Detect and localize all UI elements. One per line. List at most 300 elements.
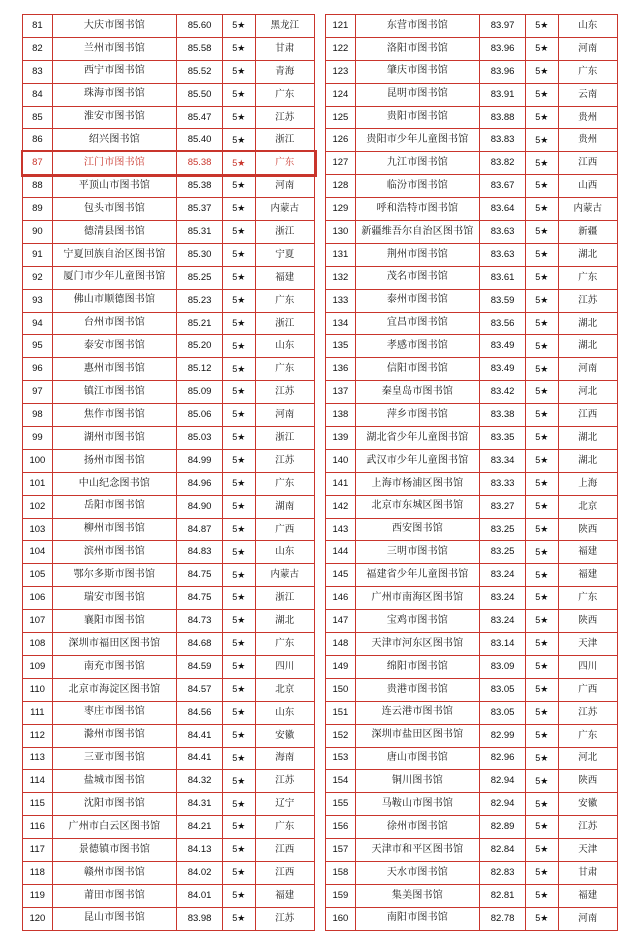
table-row bbox=[23, 541, 315, 564]
score-cell: 84.90 bbox=[177, 495, 223, 518]
star-rating-cell: 5★ bbox=[526, 495, 558, 518]
star-rating-cell: 5★ bbox=[526, 37, 558, 60]
rank-cell: 139 bbox=[326, 427, 356, 450]
table-row bbox=[23, 152, 315, 175]
table-row bbox=[23, 335, 315, 358]
province-cell: 山东 bbox=[558, 15, 618, 38]
rank-cell: 122 bbox=[326, 37, 356, 60]
star-rating-cell: 5★ bbox=[526, 404, 558, 427]
province-cell: 湖北 bbox=[558, 312, 618, 335]
province-cell: 江苏 bbox=[558, 816, 618, 839]
library-name-cell: 中山纪念图书馆 bbox=[52, 472, 176, 495]
province-cell: 广东 bbox=[255, 152, 315, 175]
library-name-cell: 南阳市图书馆 bbox=[355, 907, 479, 930]
star-rating-cell: 5★ bbox=[223, 15, 255, 38]
table-row bbox=[326, 404, 618, 427]
star-rating-cell: 5★ bbox=[526, 175, 558, 198]
province-cell: 广东 bbox=[558, 724, 618, 747]
table-row bbox=[326, 243, 618, 266]
table-row bbox=[326, 518, 618, 541]
table-row bbox=[23, 518, 315, 541]
table-row bbox=[23, 884, 315, 907]
rank-cell: 102 bbox=[23, 495, 53, 518]
province-cell: 广东 bbox=[255, 633, 315, 656]
library-name-cell: 徐州市图书馆 bbox=[355, 816, 479, 839]
library-name-cell: 新疆维吾尔自治区图书馆 bbox=[355, 221, 479, 244]
table-row bbox=[23, 655, 315, 678]
library-name-cell: 孝感市图书馆 bbox=[355, 335, 479, 358]
library-name-cell: 湖州市图书馆 bbox=[52, 427, 176, 450]
table-row bbox=[23, 129, 315, 152]
star-rating-cell: 5★ bbox=[223, 404, 255, 427]
rank-cell: 135 bbox=[326, 335, 356, 358]
score-cell: 82.84 bbox=[480, 839, 526, 862]
library-name-cell: 枣庄市图书馆 bbox=[52, 701, 176, 724]
rank-cell: 157 bbox=[326, 839, 356, 862]
library-name-cell: 秦皇岛市图书馆 bbox=[355, 381, 479, 404]
score-cell: 83.63 bbox=[480, 243, 526, 266]
library-name-cell: 连云港市图书馆 bbox=[355, 701, 479, 724]
table-row bbox=[23, 449, 315, 472]
province-cell: 四川 bbox=[558, 655, 618, 678]
library-name-cell: 东营市图书馆 bbox=[355, 15, 479, 38]
rank-cell: 83 bbox=[23, 60, 53, 83]
table-row bbox=[23, 60, 315, 83]
rank-cell: 90 bbox=[23, 221, 53, 244]
star-rating-cell: 5★ bbox=[223, 678, 255, 701]
library-name-cell: 集美图书馆 bbox=[355, 884, 479, 907]
library-name-cell: 天津市和平区图书馆 bbox=[355, 839, 479, 862]
library-name-cell: 厦门市少年儿童图书馆 bbox=[52, 266, 176, 289]
province-cell: 河北 bbox=[558, 747, 618, 770]
table-row bbox=[326, 587, 618, 610]
table-row bbox=[326, 312, 618, 335]
table-row bbox=[326, 175, 618, 198]
rank-cell: 94 bbox=[23, 312, 53, 335]
province-cell: 江苏 bbox=[255, 907, 315, 930]
score-cell: 83.42 bbox=[480, 381, 526, 404]
library-name-cell: 扬州市图书馆 bbox=[52, 449, 176, 472]
score-cell: 83.25 bbox=[480, 541, 526, 564]
library-name-cell: 珠海市图书馆 bbox=[52, 83, 176, 106]
library-name-cell: 大庆市图书馆 bbox=[52, 15, 176, 38]
province-cell: 福建 bbox=[558, 541, 618, 564]
star-rating-cell: 5★ bbox=[223, 816, 255, 839]
star-rating-cell: 5★ bbox=[223, 198, 255, 221]
score-cell: 83.38 bbox=[480, 404, 526, 427]
library-name-cell: 广州市白云区图书馆 bbox=[52, 816, 176, 839]
rank-cell: 113 bbox=[23, 747, 53, 770]
library-name-cell: 茂名市图书馆 bbox=[355, 266, 479, 289]
score-cell: 82.99 bbox=[480, 724, 526, 747]
table-row bbox=[23, 793, 315, 816]
table-row bbox=[23, 289, 315, 312]
table-row bbox=[326, 724, 618, 747]
score-cell: 83.64 bbox=[480, 198, 526, 221]
table-row bbox=[23, 221, 315, 244]
score-cell: 83.35 bbox=[480, 427, 526, 450]
table-row bbox=[326, 381, 618, 404]
score-cell: 85.09 bbox=[177, 381, 223, 404]
rank-cell: 92 bbox=[23, 266, 53, 289]
score-cell: 83.24 bbox=[480, 610, 526, 633]
score-cell: 85.58 bbox=[177, 37, 223, 60]
score-cell: 85.47 bbox=[177, 106, 223, 129]
score-cell: 84.32 bbox=[177, 770, 223, 793]
score-cell: 82.96 bbox=[480, 747, 526, 770]
library-name-cell: 包头市图书馆 bbox=[52, 198, 176, 221]
score-cell: 83.91 bbox=[480, 83, 526, 106]
province-cell: 河南 bbox=[255, 404, 315, 427]
score-cell: 85.20 bbox=[177, 335, 223, 358]
province-cell: 青海 bbox=[255, 60, 315, 83]
star-rating-cell: 5★ bbox=[526, 15, 558, 38]
score-cell: 85.38 bbox=[177, 152, 223, 175]
province-cell: 贵州 bbox=[558, 106, 618, 129]
rank-cell: 137 bbox=[326, 381, 356, 404]
province-cell: 新疆 bbox=[558, 221, 618, 244]
score-cell: 83.24 bbox=[480, 564, 526, 587]
star-rating-cell: 5★ bbox=[526, 83, 558, 106]
star-rating-cell: 5★ bbox=[223, 564, 255, 587]
star-rating-cell: 5★ bbox=[526, 678, 558, 701]
score-cell: 84.96 bbox=[177, 472, 223, 495]
score-cell: 85.60 bbox=[177, 15, 223, 38]
score-cell: 83.09 bbox=[480, 655, 526, 678]
score-cell: 84.56 bbox=[177, 701, 223, 724]
ranking-tables bbox=[22, 14, 618, 924]
table-row bbox=[23, 587, 315, 610]
library-name-cell: 绍兴图书馆 bbox=[52, 129, 176, 152]
rank-cell: 158 bbox=[326, 861, 356, 884]
star-rating-cell: 5★ bbox=[526, 541, 558, 564]
table-row bbox=[23, 472, 315, 495]
table-row bbox=[23, 701, 315, 724]
province-cell: 江苏 bbox=[255, 106, 315, 129]
province-cell: 北京 bbox=[558, 495, 618, 518]
star-rating-cell: 5★ bbox=[526, 472, 558, 495]
star-rating-cell: 5★ bbox=[526, 106, 558, 129]
library-name-cell: 宜昌市图书馆 bbox=[355, 312, 479, 335]
rank-cell: 131 bbox=[326, 243, 356, 266]
table-row bbox=[326, 701, 618, 724]
table-row bbox=[326, 129, 618, 152]
score-cell: 83.27 bbox=[480, 495, 526, 518]
score-cell: 85.30 bbox=[177, 243, 223, 266]
province-cell: 天津 bbox=[558, 839, 618, 862]
star-rating-cell: 5★ bbox=[526, 701, 558, 724]
rank-cell: 160 bbox=[326, 907, 356, 930]
province-cell: 湖北 bbox=[558, 449, 618, 472]
library-name-cell: 台州市图书馆 bbox=[52, 312, 176, 335]
star-rating-cell: 5★ bbox=[223, 907, 255, 930]
score-cell: 85.40 bbox=[177, 129, 223, 152]
library-name-cell: 平顶山市图书馆 bbox=[52, 175, 176, 198]
star-rating-cell: 5★ bbox=[223, 633, 255, 656]
score-cell: 84.73 bbox=[177, 610, 223, 633]
rank-cell: 99 bbox=[23, 427, 53, 450]
table-row bbox=[23, 633, 315, 656]
rank-cell: 142 bbox=[326, 495, 356, 518]
star-rating-cell: 5★ bbox=[526, 266, 558, 289]
library-name-cell: 天水市图书馆 bbox=[355, 861, 479, 884]
table-row bbox=[23, 861, 315, 884]
province-cell: 浙江 bbox=[255, 221, 315, 244]
ranking-table-left bbox=[22, 14, 315, 931]
rank-cell: 147 bbox=[326, 610, 356, 633]
library-name-cell: 宁夏回族自治区图书馆 bbox=[52, 243, 176, 266]
province-cell: 广东 bbox=[255, 472, 315, 495]
score-cell: 83.97 bbox=[480, 15, 526, 38]
province-cell: 广东 bbox=[255, 816, 315, 839]
table-row bbox=[326, 564, 618, 587]
library-name-cell: 临汾市图书馆 bbox=[355, 175, 479, 198]
province-cell: 甘肃 bbox=[558, 861, 618, 884]
table-row bbox=[326, 678, 618, 701]
star-rating-cell: 5★ bbox=[223, 770, 255, 793]
library-name-cell: 淮安市图书馆 bbox=[52, 106, 176, 129]
star-rating-cell: 5★ bbox=[526, 518, 558, 541]
province-cell: 甘肃 bbox=[255, 37, 315, 60]
rank-cell: 112 bbox=[23, 724, 53, 747]
score-cell: 85.23 bbox=[177, 289, 223, 312]
score-cell: 83.05 bbox=[480, 701, 526, 724]
library-name-cell: 南充市图书馆 bbox=[52, 655, 176, 678]
score-cell: 83.59 bbox=[480, 289, 526, 312]
province-cell: 江苏 bbox=[255, 770, 315, 793]
table-row bbox=[23, 37, 315, 60]
rank-cell: 146 bbox=[326, 587, 356, 610]
library-name-cell: 湖北省少年儿童图书馆 bbox=[355, 427, 479, 450]
library-name-cell: 北京市海淀区图书馆 bbox=[52, 678, 176, 701]
star-rating-cell: 5★ bbox=[526, 793, 558, 816]
star-rating-cell: 5★ bbox=[223, 312, 255, 335]
score-cell: 85.06 bbox=[177, 404, 223, 427]
province-cell: 湖南 bbox=[255, 495, 315, 518]
score-cell: 84.68 bbox=[177, 633, 223, 656]
table-row bbox=[23, 427, 315, 450]
library-name-cell: 绵阳市图书馆 bbox=[355, 655, 479, 678]
province-cell: 陕西 bbox=[558, 610, 618, 633]
rank-cell: 109 bbox=[23, 655, 53, 678]
star-rating-cell: 5★ bbox=[223, 83, 255, 106]
library-name-cell: 深圳市福田区图书馆 bbox=[52, 633, 176, 656]
score-cell: 83.34 bbox=[480, 449, 526, 472]
table-row bbox=[23, 358, 315, 381]
rank-cell: 121 bbox=[326, 15, 356, 38]
star-rating-cell: 5★ bbox=[223, 518, 255, 541]
star-rating-cell: 5★ bbox=[223, 152, 255, 175]
province-cell: 河南 bbox=[255, 175, 315, 198]
table-row bbox=[326, 472, 618, 495]
score-cell: 85.50 bbox=[177, 83, 223, 106]
table-row bbox=[326, 655, 618, 678]
star-rating-cell: 5★ bbox=[526, 289, 558, 312]
rank-cell: 123 bbox=[326, 60, 356, 83]
table-row bbox=[23, 770, 315, 793]
library-name-cell: 天津市河东区图书馆 bbox=[355, 633, 479, 656]
score-cell: 83.49 bbox=[480, 358, 526, 381]
star-rating-cell: 5★ bbox=[223, 495, 255, 518]
star-rating-cell: 5★ bbox=[223, 701, 255, 724]
score-cell: 85.25 bbox=[177, 266, 223, 289]
star-rating-cell: 5★ bbox=[526, 861, 558, 884]
province-cell: 浙江 bbox=[255, 129, 315, 152]
province-cell: 江西 bbox=[255, 839, 315, 862]
province-cell: 河南 bbox=[558, 358, 618, 381]
rank-cell: 119 bbox=[23, 884, 53, 907]
library-name-cell: 赣州市图书馆 bbox=[52, 861, 176, 884]
rank-cell: 84 bbox=[23, 83, 53, 106]
province-cell: 山东 bbox=[255, 335, 315, 358]
table-row bbox=[326, 106, 618, 129]
province-cell: 江西 bbox=[558, 152, 618, 175]
library-name-cell: 德清县图书馆 bbox=[52, 221, 176, 244]
star-rating-cell: 5★ bbox=[526, 60, 558, 83]
star-rating-cell: 5★ bbox=[223, 793, 255, 816]
table-row bbox=[326, 907, 618, 930]
rank-cell: 129 bbox=[326, 198, 356, 221]
score-cell: 85.21 bbox=[177, 312, 223, 335]
table-row bbox=[23, 404, 315, 427]
rank-cell: 107 bbox=[23, 610, 53, 633]
library-name-cell: 镇江市图书馆 bbox=[52, 381, 176, 404]
rank-cell: 145 bbox=[326, 564, 356, 587]
library-name-cell: 鄂尔多斯市图书馆 bbox=[52, 564, 176, 587]
score-cell: 83.24 bbox=[480, 587, 526, 610]
rank-cell: 149 bbox=[326, 655, 356, 678]
library-name-cell: 洛阳市图书馆 bbox=[355, 37, 479, 60]
score-cell: 83.63 bbox=[480, 221, 526, 244]
province-cell: 浙江 bbox=[255, 427, 315, 450]
score-cell: 85.03 bbox=[177, 427, 223, 450]
score-cell: 84.87 bbox=[177, 518, 223, 541]
table-row bbox=[326, 633, 618, 656]
province-cell: 湖北 bbox=[558, 243, 618, 266]
rank-cell: 103 bbox=[23, 518, 53, 541]
rank-cell: 144 bbox=[326, 541, 356, 564]
star-rating-cell: 5★ bbox=[223, 266, 255, 289]
province-cell: 福建 bbox=[255, 884, 315, 907]
star-rating-cell: 5★ bbox=[526, 358, 558, 381]
score-cell: 84.13 bbox=[177, 839, 223, 862]
province-cell: 江西 bbox=[255, 861, 315, 884]
rank-cell: 124 bbox=[326, 83, 356, 106]
score-cell: 82.94 bbox=[480, 793, 526, 816]
province-cell: 江苏 bbox=[558, 289, 618, 312]
library-name-cell: 三亚市图书馆 bbox=[52, 747, 176, 770]
library-name-cell: 贵港市图书馆 bbox=[355, 678, 479, 701]
table-row bbox=[326, 449, 618, 472]
score-cell: 83.67 bbox=[480, 175, 526, 198]
table-row bbox=[326, 541, 618, 564]
rank-cell: 87 bbox=[23, 152, 53, 175]
table-row bbox=[326, 816, 618, 839]
province-cell: 内蒙古 bbox=[255, 564, 315, 587]
rank-cell: 81 bbox=[23, 15, 53, 38]
rank-cell: 156 bbox=[326, 816, 356, 839]
table-row bbox=[326, 495, 618, 518]
library-name-cell: 北京市东城区图书馆 bbox=[355, 495, 479, 518]
star-rating-cell: 5★ bbox=[223, 289, 255, 312]
province-cell: 湖北 bbox=[255, 610, 315, 633]
library-name-cell: 焦作市图书馆 bbox=[52, 404, 176, 427]
score-cell: 84.01 bbox=[177, 884, 223, 907]
library-name-cell: 西宁市图书馆 bbox=[52, 60, 176, 83]
star-rating-cell: 5★ bbox=[526, 129, 558, 152]
library-name-cell: 滨州市图书馆 bbox=[52, 541, 176, 564]
province-cell: 江苏 bbox=[255, 381, 315, 404]
table-row bbox=[326, 861, 618, 884]
star-rating-cell: 5★ bbox=[223, 861, 255, 884]
table-row bbox=[23, 747, 315, 770]
star-rating-cell: 5★ bbox=[223, 381, 255, 404]
province-cell: 广东 bbox=[558, 587, 618, 610]
library-name-cell: 沈阳市图书馆 bbox=[52, 793, 176, 816]
table-row bbox=[23, 198, 315, 221]
star-rating-cell: 5★ bbox=[526, 724, 558, 747]
star-rating-cell: 5★ bbox=[526, 655, 558, 678]
table-row bbox=[326, 610, 618, 633]
table-row bbox=[326, 839, 618, 862]
score-cell: 82.81 bbox=[480, 884, 526, 907]
star-rating-cell: 5★ bbox=[223, 884, 255, 907]
rank-cell: 115 bbox=[23, 793, 53, 816]
library-name-cell: 佛山市顺德图书馆 bbox=[52, 289, 176, 312]
province-cell: 江苏 bbox=[558, 701, 618, 724]
star-rating-cell: 5★ bbox=[526, 198, 558, 221]
library-name-cell: 昆山市图书馆 bbox=[52, 907, 176, 930]
star-rating-cell: 5★ bbox=[526, 381, 558, 404]
star-rating-cell: 5★ bbox=[526, 587, 558, 610]
rank-cell: 98 bbox=[23, 404, 53, 427]
province-cell: 北京 bbox=[255, 678, 315, 701]
score-cell: 85.31 bbox=[177, 221, 223, 244]
score-cell: 83.61 bbox=[480, 266, 526, 289]
score-cell: 83.96 bbox=[480, 60, 526, 83]
table-row bbox=[23, 610, 315, 633]
star-rating-cell: 5★ bbox=[526, 312, 558, 335]
table-row bbox=[326, 152, 618, 175]
star-rating-cell: 5★ bbox=[526, 221, 558, 244]
score-cell: 83.88 bbox=[480, 106, 526, 129]
province-cell: 内蒙古 bbox=[255, 198, 315, 221]
score-cell: 83.82 bbox=[480, 152, 526, 175]
library-name-cell: 岳阳市图书馆 bbox=[52, 495, 176, 518]
rank-cell: 143 bbox=[326, 518, 356, 541]
score-cell: 83.49 bbox=[480, 335, 526, 358]
province-cell: 安徽 bbox=[255, 724, 315, 747]
province-cell: 陕西 bbox=[558, 518, 618, 541]
province-cell: 宁夏 bbox=[255, 243, 315, 266]
score-cell: 83.96 bbox=[480, 37, 526, 60]
rank-cell: 127 bbox=[326, 152, 356, 175]
library-name-cell: 呼和浩特市图书馆 bbox=[355, 198, 479, 221]
province-cell: 海南 bbox=[255, 747, 315, 770]
score-cell: 85.52 bbox=[177, 60, 223, 83]
star-rating-cell: 5★ bbox=[526, 427, 558, 450]
score-cell: 84.21 bbox=[177, 816, 223, 839]
table-row bbox=[23, 495, 315, 518]
library-name-cell: 惠州市图书馆 bbox=[52, 358, 176, 381]
rank-cell: 125 bbox=[326, 106, 356, 129]
library-name-cell: 瑞安市图书馆 bbox=[52, 587, 176, 610]
star-rating-cell: 5★ bbox=[223, 175, 255, 198]
province-cell: 陕西 bbox=[558, 770, 618, 793]
star-rating-cell: 5★ bbox=[223, 587, 255, 610]
province-cell: 福建 bbox=[558, 884, 618, 907]
table-row bbox=[326, 884, 618, 907]
